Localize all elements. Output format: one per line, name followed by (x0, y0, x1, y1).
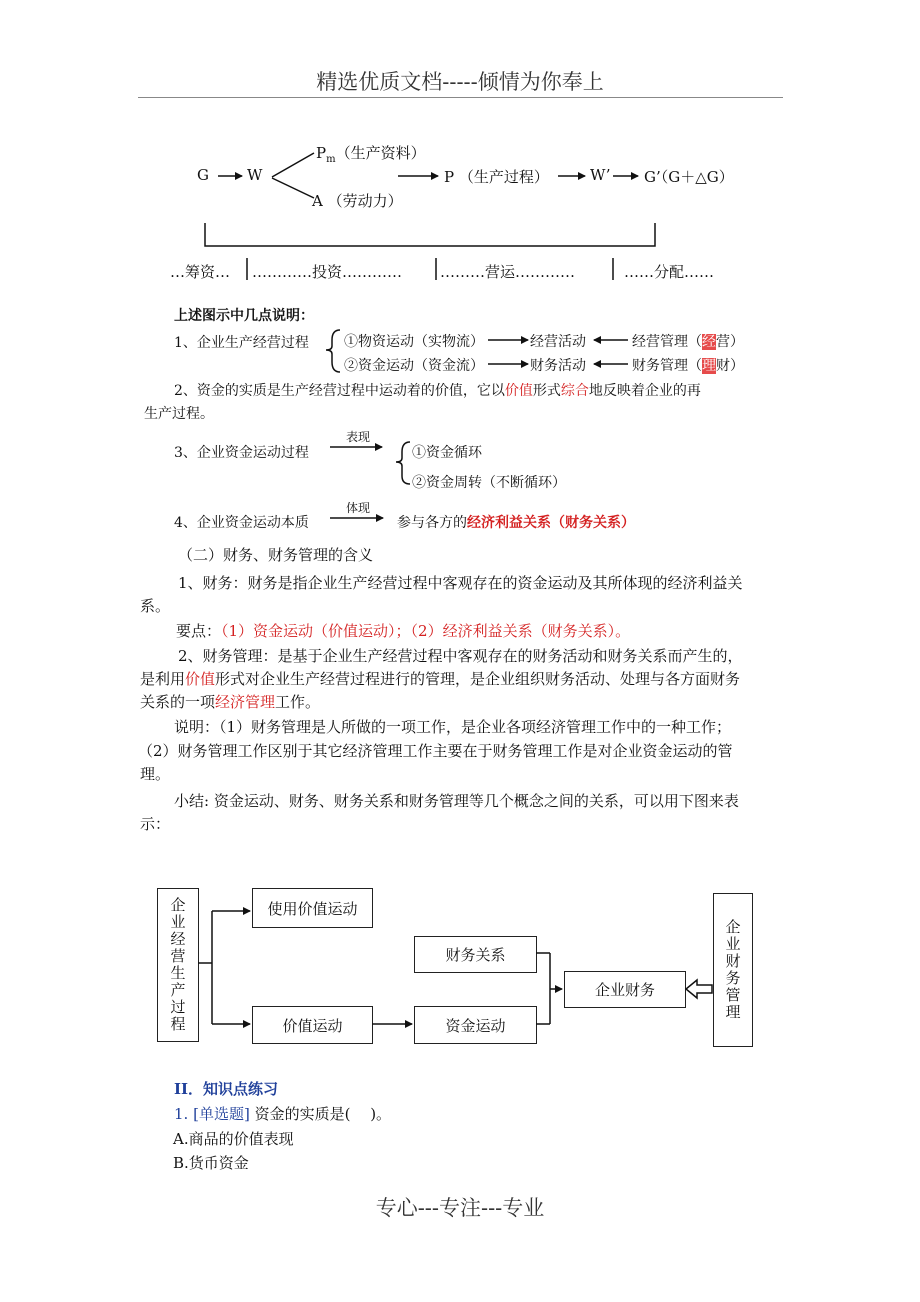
fork-lower (272, 178, 314, 198)
box-value-movement: 价值运动 (252, 1006, 373, 1044)
note1-business-activity: 经营活动 (530, 334, 586, 350)
arrow-management-to-finance (686, 980, 712, 998)
note1-material-flow: ①物资运动（实物流） (344, 334, 484, 350)
explanation-line2: （2）财务管理工作区别于其它经济管理工作主要在于财务管理工作是对企业资金运动的管 (138, 742, 733, 760)
fork-upper (272, 153, 314, 177)
stage-investment: …………投资………… (252, 263, 403, 281)
key-points: 要点：（1）资金运动（价值运动）；（2）经济利益关系（财务关系）。 (176, 622, 631, 640)
box-financial-relations: 财务关系 (414, 936, 537, 973)
box-use-value-movement: 使用价值运动 (252, 888, 373, 928)
note2-text: 2、资金的实质是生产经营过程中运动着的价值，它以价值形式综合地反映着企业的再 (174, 383, 701, 399)
summary-line1: 小结: 资金运动、财务、财务关系和财务管理等几个概念之间的关系，可以用下图来表 (174, 792, 739, 810)
box-financial-management: 企业财务管理 (713, 893, 753, 1047)
finance-definition: 1、财务：财务是指企业生产经营过程中客观存在的资金运动及其所体现的经济利益关 (178, 574, 743, 592)
page-header: 精选优质文档-----倾情为你奉上 (316, 70, 604, 94)
financial-management-line2: 是利用价值形式对企业生产经营过程进行的管理，是企业组织财务活动、处理与各方面财务 (140, 670, 741, 688)
option-a[interactable]: A.商品的价值表现 (173, 1130, 294, 1148)
flow-g-prime: G’（G＋△G） (644, 168, 734, 186)
flow-pm: $P_m$（生产资料） (316, 144, 426, 165)
flow-w: W (247, 166, 263, 184)
page-footer: 专心---专注---专业 (375, 1196, 545, 1220)
box-enterprise-finance: 企业财务 (564, 971, 686, 1008)
stage-distribution: ……分配…… (624, 263, 715, 281)
stage-financing: …筹资… (170, 263, 231, 281)
box-capital-movement: 资金运动 (414, 1006, 537, 1044)
section-heading: （二）财务、财务管理的含义 (178, 546, 374, 564)
flow-a: A （劳动力） (312, 192, 403, 210)
note1-capital-flow: ②资金运动（资金流） (344, 358, 484, 374)
flow-p: P （生产过程） (444, 168, 549, 186)
note1-label: 1、企业生产经营过程 (174, 335, 309, 351)
note4-essence: 参与各方的经济利益关系（财务关系） (397, 515, 635, 531)
box-production-process: 企业经营生产过程 (157, 888, 199, 1042)
note1-business-management: 经营管理（经营） (632, 334, 744, 350)
option-b[interactable]: B.货币资金 (173, 1154, 249, 1172)
financial-management-definition: 2、财务管理：是基于企业生产经营过程中客观存在的财务活动和财务关系而产生的， (178, 647, 743, 665)
note3-arrow-label: 表现 (346, 430, 371, 444)
note4-label: 4、企业资金运动本质 (174, 515, 309, 531)
note3-label: 3、企业资金运动过程 (174, 445, 309, 461)
flow-g: G (197, 166, 209, 184)
explanation-line3: 理。 (140, 765, 171, 783)
note1-financial-management: 财务管理（理财） (632, 358, 744, 374)
note4-arrow-label: 体现 (346, 501, 371, 515)
question-1: 1. [单选题] 资金的实质是( )。 (174, 1105, 392, 1123)
practice-heading: II．知识点练习 (174, 1080, 279, 1098)
stage-operation: ………营运………… (440, 263, 576, 281)
note1-financial-activity: 财务活动 (530, 358, 586, 374)
flow-w-prime: W’ (590, 166, 611, 184)
finance-definition-cont: 系。 (140, 597, 171, 615)
financial-management-line3: 关系的一项经济管理工作。 (140, 693, 321, 711)
summary-line2: 示： (140, 815, 171, 833)
notes-title: 上述图示中几点说明： (174, 308, 314, 324)
note3-capital-turnover: ②资金周转（不断循环） (412, 475, 566, 491)
stage-bracket (205, 223, 655, 246)
explanation-line1: 说明：（1）财务管理是人所做的一项工作，是企业各项经济管理工作中的一种工作； (174, 718, 732, 736)
note3-capital-cycle: ①资金循环 (412, 445, 482, 461)
note3-brace (396, 442, 410, 484)
note1-brace (326, 330, 340, 372)
note2-text-cont: 生产过程。 (144, 406, 214, 422)
